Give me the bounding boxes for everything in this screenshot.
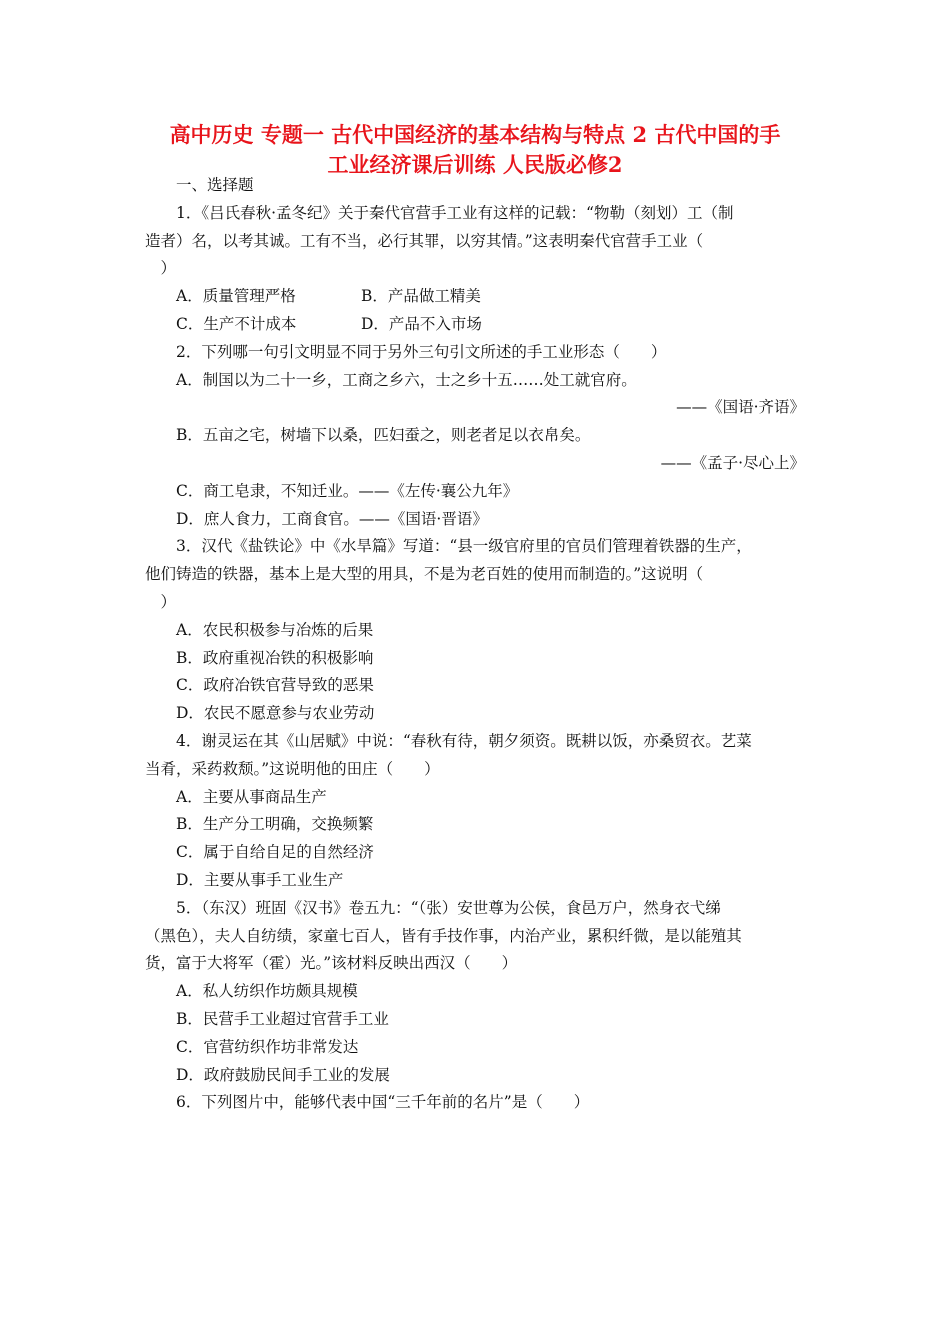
option-a: A．质量管理严格 — [176, 287, 296, 306]
document-body — [145, 172, 805, 1117]
option-row — [145, 311, 805, 339]
question-stem-line: 当肴，采药救颓。”这说明他的田庄（ ） — [145, 759, 440, 778]
question-stem-line: 4．谢灵运在其《山居赋》中说：“春秋有待，朝夕须资。既耕以饭，亦桑贸衣。艺菜 — [176, 731, 752, 750]
question-stem-line: ） — [145, 259, 177, 278]
option-row — [145, 283, 805, 311]
question-stem: 6．下列图片中，能够代表中国“三千年前的名片”是（ ） — [176, 1093, 590, 1112]
question-stem-line: （黑色），夫人自纺绩，家童七百人，皆有手技作事，内治产业，累积纤微，是以能殖其 — [145, 926, 742, 945]
option-d: D．产品不入市场 — [361, 314, 482, 333]
question-5 — [145, 895, 805, 1090]
question-stem-line: ） — [145, 592, 177, 611]
option-a: A．农民积极参与冶炼的后果 — [176, 620, 374, 639]
option-d: D．主要从事手工业生产 — [176, 870, 344, 889]
question-stem-line: 1．《吕氏春秋·孟冬纪》关于秦代官营手工业有这样的记载：“物勒（刻划）工（制 — [176, 203, 734, 222]
option-b: B．民营手工业超过官营手工业 — [176, 1009, 389, 1028]
question-stem: 2．下列哪一句引文明显不同于另外三句引文所述的手工业形态（ ） — [176, 342, 667, 361]
option-source: ——《孟子·尽心上》 — [660, 453, 805, 472]
option-d: D．政府鼓励民间手工业的发展 — [176, 1065, 390, 1084]
option-c: C．官营纺织作坊非常发达 — [176, 1037, 359, 1056]
question-stem-line: 3．汉代《盐铁论》中《水旱篇》写道：“县一级官府里的官员们管理着铁器的生产， — [176, 537, 752, 556]
question-3 — [145, 533, 805, 728]
option-c: C．生产不计成本 — [176, 314, 297, 333]
option-d: D．庶人食力，工商食官。——《国语·晋语》 — [176, 509, 488, 528]
document-title — [120, 120, 830, 180]
option-c: C．商工皂隶，不知迁业。——《左传·襄公九年》 — [176, 481, 519, 500]
question-6 — [145, 1089, 805, 1117]
question-stem-line: 货，富于大将军（霍）光。”该材料反映出西汉（ ） — [145, 954, 518, 973]
option-b: B．五亩之宅，树墙下以桑，匹妇蚕之，则老者足以衣帛矣。 — [176, 426, 591, 445]
question-stem-line: 造者）名，以考其诚。工有不当，必行其罪，以穷其情。”这表明秦代官营手工业（ — [145, 231, 704, 250]
option-a: A．制国以为二十一乡，工商之乡六，士之乡十五……处工就官府。 — [176, 370, 637, 389]
question-4 — [145, 728, 805, 895]
question-stem-line: 5．（东汉）班固《汉书》卷五九：“（张）安世尊为公侯，食邑万户，然身衣弋绨 — [176, 898, 721, 917]
option-a: A．主要从事商品生产 — [176, 787, 327, 806]
option-b: B．政府重视冶铁的积极影响 — [176, 648, 374, 667]
option-a: A．私人纺织作坊颇具规模 — [176, 982, 358, 1001]
question-1 — [145, 200, 805, 339]
option-c: C．政府冶铁官营导致的恶果 — [176, 676, 374, 695]
option-source: ——《国语·齐语》 — [676, 398, 805, 417]
title-line-1: 高中历史 专题一 古代中国经济的基本结构与特点 2 古代中国的手 — [169, 122, 781, 147]
option-c: C．属于自给自足的自然经济 — [176, 843, 374, 862]
section-heading: 一、选择题 — [176, 176, 254, 194]
option-b: B．产品做工精美 — [361, 287, 481, 306]
option-d: D．农民不愿意参与农业劳动 — [176, 704, 375, 723]
title-line-2: 工业经济课后训练 人民版必修2 — [327, 152, 623, 177]
question-2 — [145, 339, 805, 534]
option-b: B．生产分工明确，交换频繁 — [176, 815, 374, 834]
question-stem-line: 他们铸造的铁器，基本上是大型的用具，不是为老百姓的使用而制造的。”这说明（ — [145, 565, 704, 584]
